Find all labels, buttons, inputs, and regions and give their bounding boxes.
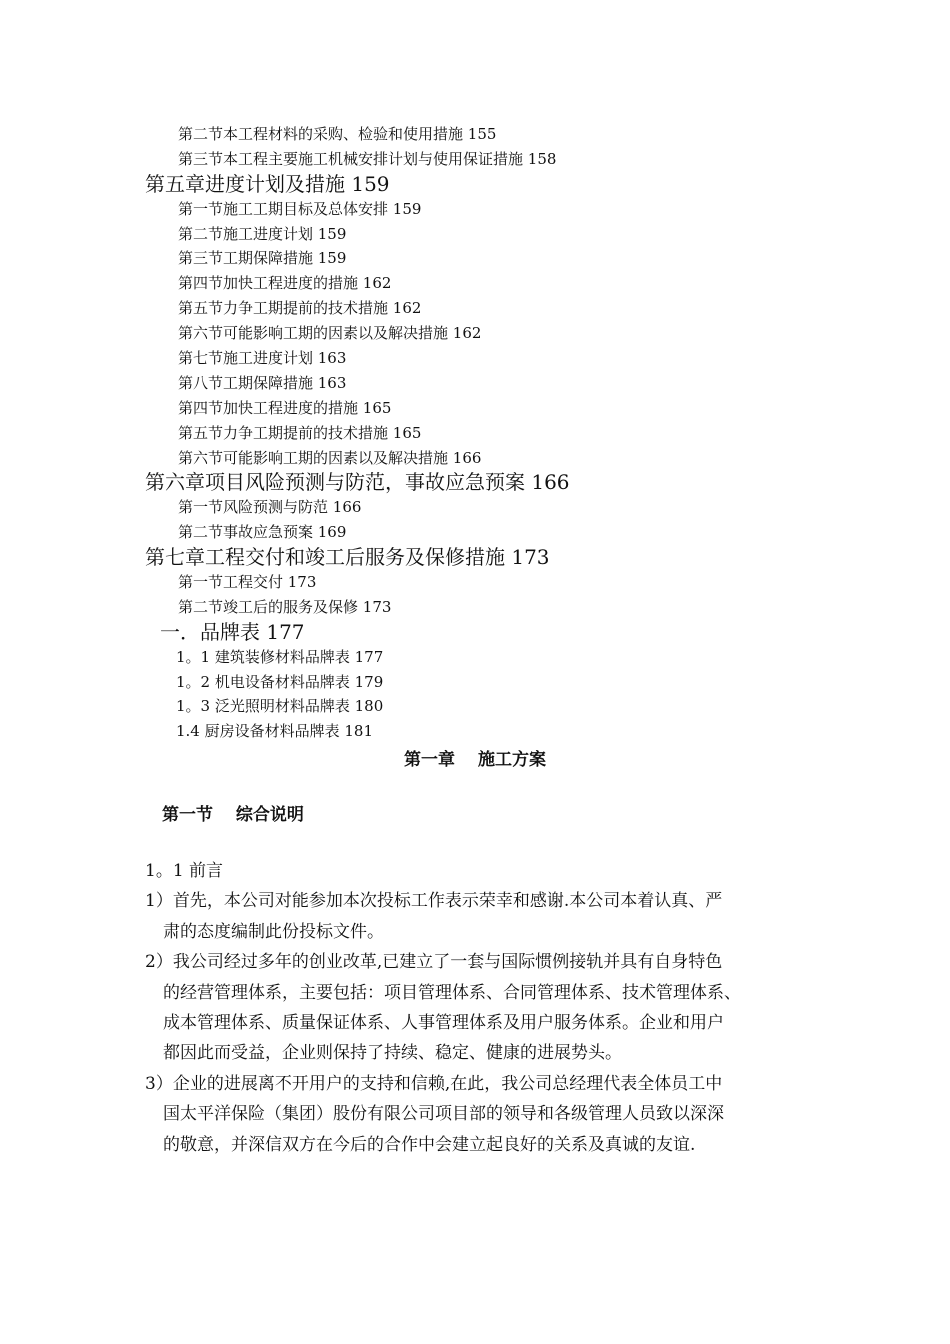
toc-section-entry: 第五节力争工期提前的技术措施 162 — [178, 299, 422, 318]
toc-section-entry: 第二节事故应急预案 169 — [178, 523, 347, 542]
toc-section-entry: 第一节工程交付 173 — [178, 573, 317, 592]
toc-section-entry: 第五节力争工期提前的技术措施 165 — [178, 423, 422, 442]
toc-brand-entry: 1.4 厨房设备材料品牌表 181 — [176, 722, 374, 741]
toc-brand-entry: 1。2 机电设备材料品牌表 179 — [176, 672, 384, 691]
section-title: 第一节 综合说明 — [162, 805, 304, 825]
chapter-title: 第一章 施工方案 — [404, 750, 546, 770]
toc-section-entry: 第二节施工进度计划 159 — [178, 224, 347, 243]
toc-section-entry: 第三节本工程主要施工机械安排计划与使用保证措施 158 — [178, 149, 557, 168]
toc-section-entry: 第一节施工工期目标及总体安排 159 — [178, 199, 422, 218]
toc-section-entry: 第六节可能影响工期的因素以及解决措施 162 — [178, 324, 482, 343]
toc-chapter-entry: 第六章项目风险预测与防范，事故应急预案 166 — [145, 470, 570, 495]
toc-section-entry: 第三节工期保障措施 159 — [178, 249, 347, 268]
toc-section-entry: 第二节本工程材料的采购、检验和使用措施 155 — [178, 125, 497, 143]
toc-section-entry: 第八节工期保障措施 163 — [178, 373, 347, 392]
toc-brand-heading: 一．品牌表 177 — [160, 619, 305, 644]
subsection-heading: 1。1 前言 — [145, 861, 224, 881]
table-of-contents — [0, 122, 950, 744]
toc-section-entry: 第四节加快工程进度的措施 162 — [178, 274, 392, 293]
toc-brand-entry: 1。1 建筑装修材料品牌表 177 — [176, 647, 384, 666]
toc-chapter-entry: 第七章工程交付和竣工后服务及保修措施 173 — [145, 545, 550, 570]
paragraph-line: 1）首先，本公司对能参加本次投标工作表示荣幸和感谢.本公司本着认真、严 — [145, 891, 723, 912]
paragraph-line: 3）企业的进展离不开用户的支持和信赖,在此，我公司总经理代表全体员工中 — [145, 1073, 723, 1094]
toc-chapter-entry: 第五章进度计划及措施 159 — [145, 171, 390, 196]
paragraph-line: 国太平洋保险（集团）股份有限公司项目部的领导和各级管理人员致以深深 — [163, 1104, 724, 1125]
toc-section-entry: 第一节风险预测与防范 166 — [178, 498, 362, 517]
paragraph-line: 成本管理体系、质量保证体系、人事管理体系及用户服务体系。企业和用户 — [163, 1012, 724, 1033]
body-text — [0, 856, 950, 1160]
toc-section-entry: 第四节加快工程进度的措施 165 — [178, 398, 392, 417]
paragraph-line: 的经营管理体系，主要包括：项目管理体系、合同管理体系、技术管理体系、 — [163, 982, 741, 1003]
toc-section-entry: 第七节施工进度计划 163 — [178, 349, 347, 368]
paragraph-line: 肃的态度编制此份投标文件。 — [163, 921, 384, 942]
paragraph-line: 的敬意，并深信双方在今后的合作中会建立起良好的关系及真诚的友谊. — [163, 1134, 696, 1155]
paragraph-line: 都因此而受益，企业则保持了持续、稳定、健康的进展势头。 — [163, 1043, 622, 1064]
toc-section-entry: 第六节可能影响工期的因素以及解决措施 166 — [178, 448, 482, 467]
toc-brand-entry: 1。3 泛光照明材料品牌表 180 — [176, 697, 384, 716]
paragraph-line: 2）我公司经过多年的创业改革,已建立了一套与国际惯例接轨并具有自身特色 — [145, 952, 723, 973]
toc-section-entry: 第二节竣工后的服务及保修 173 — [178, 597, 392, 616]
